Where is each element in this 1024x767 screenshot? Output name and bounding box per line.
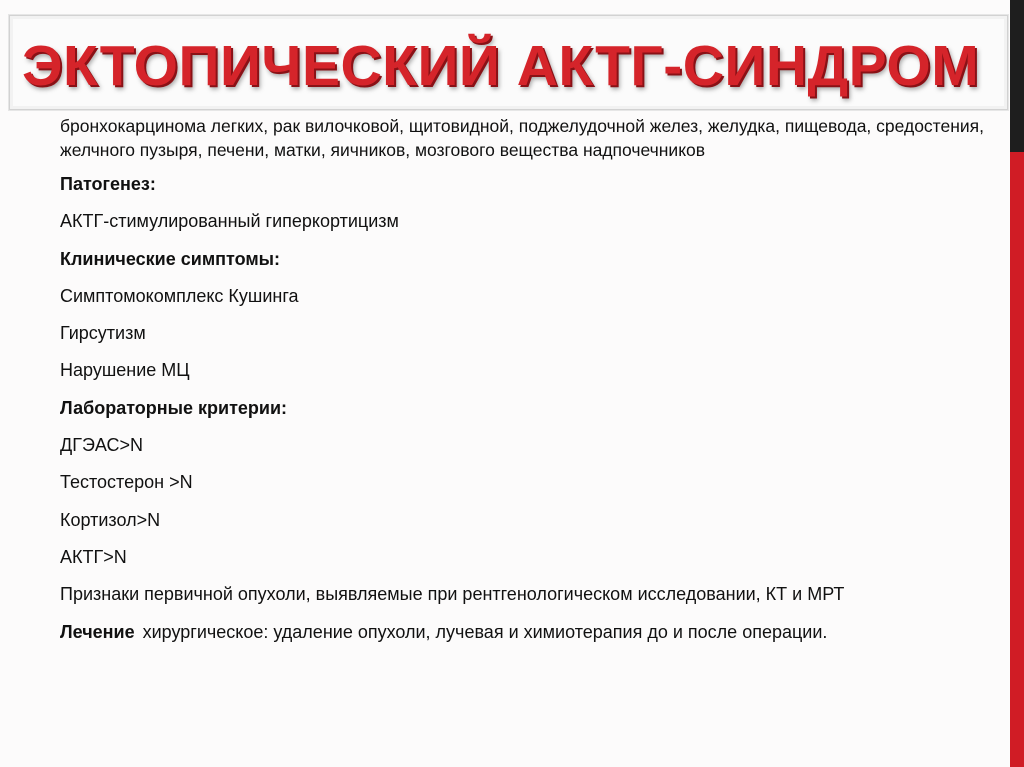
lab-criteria-item: АКТГ>N [60, 546, 127, 567]
symptoms-heading: Клинические симптомы: [60, 248, 281, 269]
slide-title: ЭКТОПИЧЕСКИЙ АКТГ-СИНДРОМ [22, 34, 980, 98]
lab-criteria-item: Признаки первичной опухоли, выявляемые при рентгенологическом исследовании, КТ и МРТ [60, 584, 845, 605]
slide-body [60, 114, 1000, 657]
intro-text: бронхокарцинома легких, рак вилочковой, щитовидной, поджелудочной желез, желудка, пищевода, средостения, желчного пузыря, печени, матки, яичников, мозгового вещества надпочечников [60, 116, 985, 160]
lab-criteria-heading: Лабораторные критерии: [60, 397, 288, 418]
lab-criteria-item: Тестостерон >N [60, 472, 193, 493]
symptom-item: Нарушение МЦ [60, 360, 190, 381]
treatment-line [60, 620, 1000, 657]
symptom-item: Симптомокомплекс Кушинга [60, 285, 299, 306]
treatment-text: хирургическое: удаление опухоли, лучевая и химиотерапия до и после операции. [142, 621, 828, 642]
accent-bar-dark [1010, 0, 1024, 152]
lab-criteria-item: Кортизол>N [60, 509, 161, 530]
pathogenesis-text: АКТГ-стимулированный гиперкортицизм [60, 211, 399, 232]
accent-bar-red [1010, 152, 1024, 767]
lab-criteria-item: ДГЭАС>N [60, 435, 143, 456]
pathogenesis-heading: Патогенез: [60, 174, 156, 194]
treatment-label: Лечение [60, 621, 135, 642]
symptom-item: Гирсутизм [60, 323, 146, 344]
